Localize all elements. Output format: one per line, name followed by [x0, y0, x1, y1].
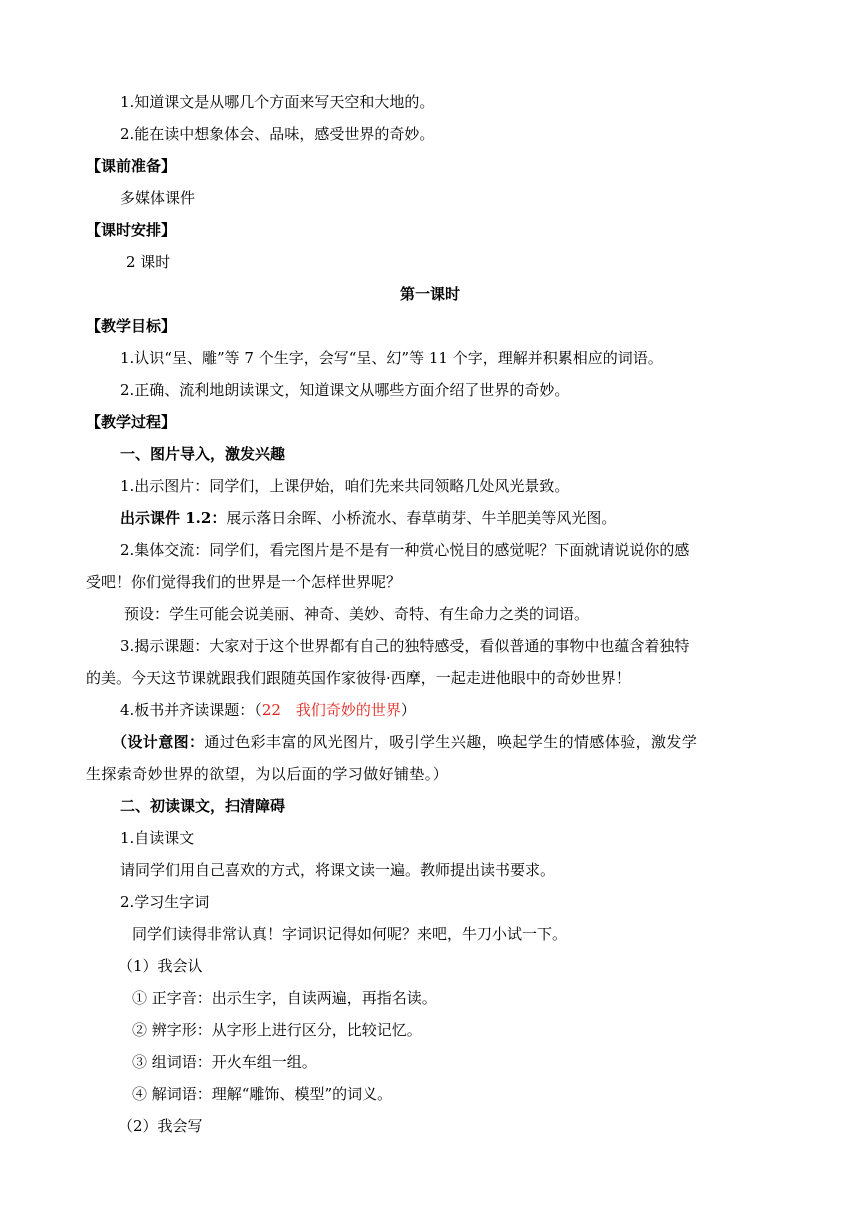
- list-item: ④ 解词语：理解“雕饰、模型”的词义。: [132, 1085, 393, 1103]
- design-note-cont: 生探索奇妙世界的欲望，为以后面的学习做好铺垫。）: [86, 765, 449, 783]
- step4-suffix: ）: [400, 701, 416, 719]
- process-heading: 【教学过程】: [86, 413, 177, 431]
- step-line: 2.学习生字词: [120, 893, 210, 911]
- goal-line: 1.认识“呈、雕”等 7 个生字，会写“呈、幻”等 11 个字，理解并积累相应的词语。: [120, 349, 663, 367]
- step4-prefix: 4.板书并齐读课题：（: [120, 701, 262, 719]
- schedule-body: 2 课时: [126, 253, 171, 271]
- step-line: 1.出示图片：同学们，上课伊始，咱们先来共同领略几处风光景致。: [120, 477, 570, 495]
- goals-heading: 【教学目标】: [86, 317, 177, 335]
- step-line: 2.集体交流：同学们，看完图片是不是有一种赏心悦目的感觉呢？下面就请说说你的感: [120, 541, 690, 559]
- section-title: 一、图片导入，激发兴趣: [120, 445, 286, 463]
- subsection-label: （1）我会认: [118, 957, 203, 975]
- preset-line: 预设：学生可能会说美丽、神奇、美妙、奇特、有生命力之类的词语。: [124, 605, 590, 623]
- courseware-label: 出示课件 1.2：: [120, 509, 227, 527]
- section-title: 二、初读课文，扫清障碍: [120, 797, 286, 815]
- lesson-title: 第一课时: [399, 285, 460, 303]
- design-note: [112, 730, 697, 754]
- list-item: ① 正字音：出示生字，自读两遍，再指名读。: [132, 989, 437, 1007]
- step-body: 请同学们用自己喜欢的方式，将课文读一遍。教师提出读书要求。: [120, 861, 556, 879]
- step-line: 3.揭示课题：大家对于这个世界都有自己的独特感受，看似普通的事物中也蕴含着独特: [120, 637, 690, 655]
- courseware-text: 展示落日余晖、小桥流水、春草萌芽、牛羊肥美等风光图。: [226, 509, 617, 527]
- goal-line: 2.正确、流利地朗读课文，知道课文从哪些方面介绍了世界的奇妙。: [120, 381, 570, 399]
- list-item: ③ 组词语：开火车组一组。: [132, 1053, 317, 1071]
- courseware-line: [120, 506, 616, 530]
- step-line-cont: 受吧！你们觉得我们的世界是一个怎样世界呢？: [86, 573, 402, 591]
- design-text: 通过色彩丰富的风光图片，吸引学生兴趣，唤起学生的情感体验，激发学: [204, 733, 698, 751]
- step-body: 同学们读得非常认真！字词识记得如何呢？来吧，牛刀小试一下。: [132, 925, 568, 943]
- lesson-topic-title: 22 我们奇妙的世界: [261, 701, 401, 719]
- schedule-heading: 【课时安排】: [86, 221, 177, 239]
- prep-heading: 【课前准备】: [86, 157, 177, 175]
- objective-line: 1.知道课文是从哪几个方面来写天空和大地的。: [120, 93, 435, 111]
- list-item: ② 辨字形：从字形上进行区分，比较记忆。: [132, 1021, 422, 1039]
- prep-body: 多媒体课件: [120, 189, 196, 207]
- step-line: [120, 698, 416, 722]
- step-line: 1.自读课文: [120, 829, 195, 847]
- design-label: 设计意图：: [127, 733, 205, 751]
- objective-line: 2.能在读中想象体会、品味，感受世界的奇妙。: [120, 125, 435, 143]
- design-open: （: [112, 733, 128, 751]
- step-line-cont: 的美。今天这节课就跟我们跟随英国作家彼得·西摩，一起走进他眼中的奇妙世界！: [86, 669, 631, 687]
- subsection-label: （2）我会写: [118, 1117, 203, 1135]
